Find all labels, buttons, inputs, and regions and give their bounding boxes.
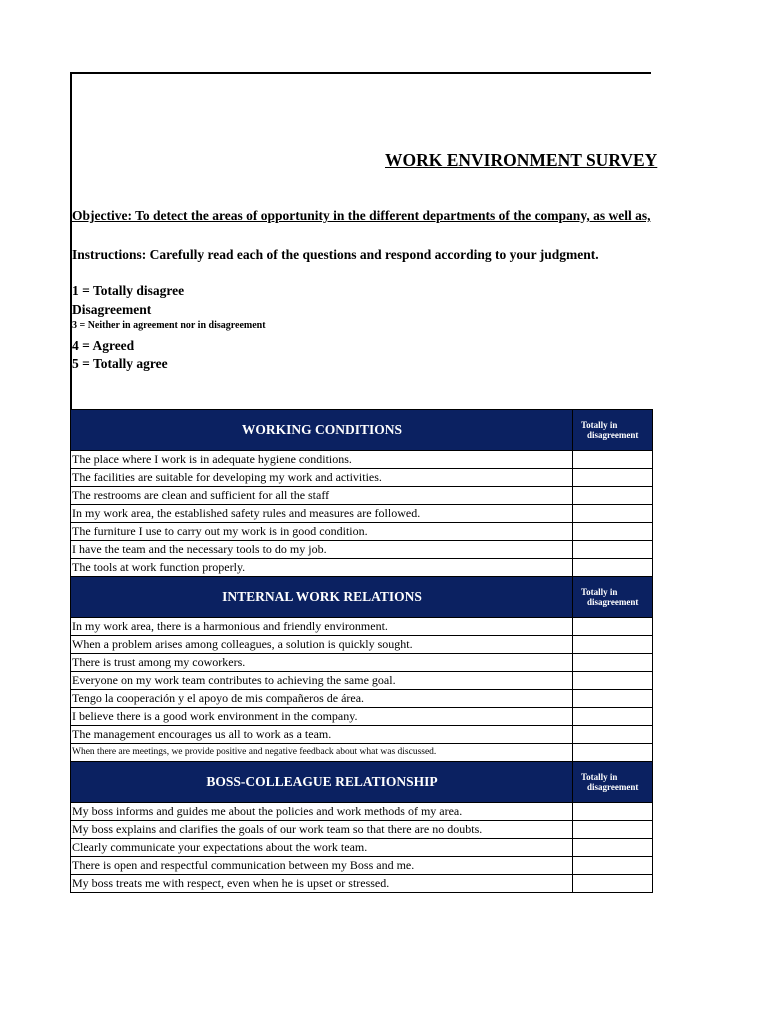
question-text: Tengo la cooperación y el apoyo de mis compañeros de área. (71, 690, 573, 708)
question-row (71, 559, 653, 577)
scale-item-2: Disagreement (72, 302, 152, 317)
question-row (71, 523, 653, 541)
question-text: There is trust among my coworkers. (71, 654, 573, 672)
column-label-line1: Totally in (581, 587, 618, 597)
question-row (71, 839, 653, 857)
answer-cell[interactable] (573, 469, 653, 487)
question-text: Everyone on my work team contributes to achieving the same goal. (71, 672, 573, 690)
column-label (573, 577, 653, 618)
answer-cell[interactable] (573, 505, 653, 523)
answer-cell[interactable] (573, 708, 653, 726)
column-label-line1: Totally in (581, 420, 618, 430)
answer-cell[interactable] (573, 821, 653, 839)
question-row (71, 469, 653, 487)
question-row (71, 821, 653, 839)
answer-cell[interactable] (573, 726, 653, 744)
objective-text: Objective: To detect the areas of opportunity in the different departments of the company, as well as, (72, 208, 651, 223)
column-label-line2: disagreement (587, 430, 639, 440)
question-text: When a problem arises among colleagues, a solution is quickly sought. (71, 636, 573, 654)
question-row (71, 636, 653, 654)
scale-item-4: 4 = Agreed (72, 338, 135, 353)
question-text: My boss explains and clarifies the goals of our work team so that there are no doubts. (71, 821, 573, 839)
question-text: The management encourages us all to work as a team. (71, 726, 573, 744)
question-row (71, 803, 653, 821)
question-text: The place where I work is in adequate hygiene conditions. (71, 451, 573, 469)
question-text: My boss informs and guides me about the policies and work methods of my area. (71, 803, 573, 821)
frame-top-border (70, 72, 651, 74)
answer-cell[interactable] (573, 541, 653, 559)
section-header-working-conditions (71, 410, 653, 451)
column-label-line2: disagreement (587, 782, 639, 792)
question-text: The tools at work function properly. (71, 559, 573, 577)
answer-cell[interactable] (573, 654, 653, 672)
section-title: BOSS-COLLEAGUE RELATIONSHIP (71, 762, 573, 803)
question-row (71, 672, 653, 690)
question-text: The furniture I use to carry out my work is in good condition. (71, 523, 573, 541)
question-row (71, 744, 653, 762)
question-row (71, 875, 653, 893)
section-title: INTERNAL WORK RELATIONS (71, 577, 573, 618)
question-text: There is open and respectful communication between my Boss and me. (71, 857, 573, 875)
question-row (71, 857, 653, 875)
question-row (71, 505, 653, 523)
question-text: Clearly communicate your expectations about the work team. (71, 839, 573, 857)
question-row (71, 451, 653, 469)
question-text: My boss treats me with respect, even when he is upset or stressed. (71, 875, 573, 893)
column-label (573, 410, 653, 451)
question-row (71, 726, 653, 744)
question-row (71, 618, 653, 636)
question-row (71, 690, 653, 708)
section-header-internal-work-relations (71, 577, 653, 618)
question-text: I believe there is a good work environment in the company. (71, 708, 573, 726)
answer-cell[interactable] (573, 523, 653, 541)
answer-cell[interactable] (573, 690, 653, 708)
question-row (71, 541, 653, 559)
scale-item-5: 5 = Totally agree (72, 356, 168, 371)
answer-cell[interactable] (573, 857, 653, 875)
answer-cell[interactable] (573, 875, 653, 893)
question-text: In my work area, the established safety rules and measures are followed. (71, 505, 573, 523)
scale-item-1: 1 = Totally disagree (72, 283, 185, 298)
question-row (71, 708, 653, 726)
answer-cell[interactable] (573, 744, 653, 762)
answer-cell[interactable] (573, 803, 653, 821)
answer-cell[interactable] (573, 559, 653, 577)
question-text: In my work area, there is a harmonious and friendly environment. (71, 618, 573, 636)
question-text: I have the team and the necessary tools to do my job. (71, 541, 573, 559)
answer-cell[interactable] (573, 636, 653, 654)
question-text: The restrooms are clean and sufficient for all the staff (71, 487, 573, 505)
question-text: The facilities are suitable for developing my work and activities. (71, 469, 573, 487)
column-label (573, 762, 653, 803)
instructions-text: Instructions: Carefully read each of the questions and respond according to your judgment. (72, 247, 599, 262)
answer-cell[interactable] (573, 451, 653, 469)
section-header-boss-colleague-relationship (71, 762, 653, 803)
section-title: WORKING CONDITIONS (71, 410, 573, 451)
answer-cell[interactable] (573, 487, 653, 505)
column-label-line1: Totally in (581, 772, 618, 782)
column-label-line2: disagreement (587, 597, 639, 607)
document-title: WORK ENVIRONMENT SURVEY (385, 150, 658, 170)
answer-cell[interactable] (573, 672, 653, 690)
question-row (71, 654, 653, 672)
question-text: When there are meetings, we provide positive and negative feedback about what was discussed. (71, 744, 573, 762)
scale-item-3: 3 = Neither in agreement nor in disagreement (72, 320, 266, 331)
answer-cell[interactable] (573, 618, 653, 636)
question-row (71, 487, 653, 505)
survey-table (70, 409, 653, 893)
answer-cell[interactable] (573, 839, 653, 857)
